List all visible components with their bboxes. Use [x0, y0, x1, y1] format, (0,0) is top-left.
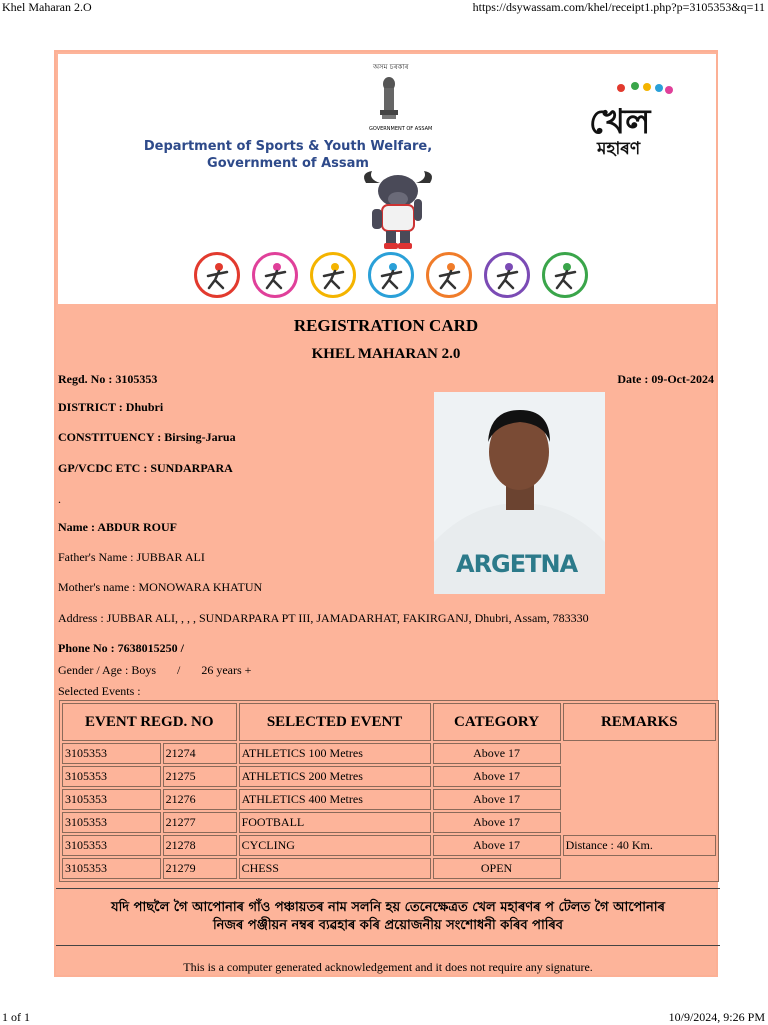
dot-separator: .	[58, 492, 61, 506]
table-row	[62, 743, 716, 764]
sport-icons-row	[194, 252, 604, 304]
browser-url[interactable]: https://dsywassam.com/khel/receipt1.php?p=3105353&q=11	[472, 0, 765, 14]
cell-player-regd: 3105353	[62, 766, 161, 787]
cell-remarks	[563, 812, 716, 833]
cell-event: ATHLETICS 100 Metres	[239, 743, 431, 764]
card-title: REGISTRATION CARD	[293, 316, 479, 335]
wrestling-icon	[368, 252, 414, 298]
header-selected-event: SELECTED EVENT	[239, 703, 431, 741]
acknowledgement-note: This is a computer generated acknowledgement and it does not require any signature.	[183, 960, 593, 974]
cell-category: Above 17	[433, 835, 561, 856]
registration-card	[54, 50, 718, 977]
cell-event-regd: 21274	[163, 743, 237, 764]
registration-date: Date : 09-Oct-2024	[617, 372, 714, 386]
buffalo-mascot-icon	[358, 169, 438, 251]
cell-remarks: Distance : 40 Km.	[563, 835, 716, 856]
national-emblem-icon	[377, 74, 401, 124]
cell-event-regd: 21277	[163, 812, 237, 833]
header-remarks: REMARKS	[563, 703, 716, 741]
weightlifting-icon	[310, 252, 356, 298]
cell-category: OPEN	[433, 858, 561, 879]
football-icon	[542, 252, 588, 298]
table-row	[62, 858, 716, 879]
cell-player-regd: 3105353	[62, 812, 161, 833]
events-table	[59, 700, 719, 882]
cell-remarks	[563, 858, 716, 879]
selected-events-label: Selected Events :	[58, 684, 141, 698]
gender-age: Gender / Age : Boys / 26 years +	[58, 663, 252, 677]
header-banner	[58, 54, 716, 304]
constituency: CONSTITUENCY : Birsing-Jarua	[58, 430, 236, 444]
cell-event: ATHLETICS 200 Metres	[239, 766, 431, 787]
cell-category: Above 17	[433, 766, 561, 787]
cell-event-regd: 21276	[163, 789, 237, 810]
cell-player-regd: 3105353	[62, 789, 161, 810]
government-of-assam-small: GOVERNMENT OF ASSAM	[369, 126, 433, 132]
cell-player-regd: 3105353	[62, 743, 161, 764]
district: DISTRICT : Dhubri	[58, 400, 164, 414]
cell-remarks	[563, 789, 716, 810]
cell-category: Above 17	[433, 743, 561, 764]
department-name: Department of Sports & Youth Welfare, Government of Assam	[143, 139, 433, 171]
table-row	[62, 766, 716, 787]
cell-player-regd: 3105353	[62, 835, 161, 856]
cell-player-regd: 3105353	[62, 858, 161, 879]
browser-page-title: Khel Maharan 2.O	[2, 0, 92, 14]
cell-event: CHESS	[239, 858, 431, 879]
regd-no: Regd. No : 3105353	[58, 372, 158, 386]
card-subtitle: KHEL MAHARAN 2.0	[311, 346, 461, 362]
shirt-text: ARGETNA	[456, 550, 578, 578]
logo-dots-icon	[583, 80, 683, 100]
runner-icon	[194, 252, 240, 298]
assamese-notice: যদি পাছলৈ গৈ আপোনাৰ গাঁও পঞ্চায়তৰ নাম সলনি হয় তেনেক্ষেত্ৰত খেল মহাৰণৰ প টেলত গৈ আপোনাৰ নিজৰ পঞ্জীয়ন নম্বৰ ব্যৱহাৰ কৰি প্ৰয়োজনীয় সংশোধনী কৰিব পাৰিব	[56, 888, 720, 946]
father-name: Father's Name : JUBBAR ALI	[58, 550, 205, 564]
table-row	[62, 835, 716, 856]
cell-event: CYCLING	[239, 835, 431, 856]
cycling-icon	[484, 252, 530, 298]
kabaddi-icon	[426, 252, 472, 298]
table-row	[62, 789, 716, 810]
logo-khel-text: খেল	[589, 102, 651, 142]
address: Address : JUBBAR ALI, , , , SUNDARPARA PT III, JAMADARHAT, FAKIRGANJ, Dhubri, Assam, 783330	[58, 611, 589, 625]
printed-at: 10/9/2024, 9:26 PM	[668, 1010, 765, 1024]
applicant-name: Name : ABDUR ROUF	[58, 520, 177, 534]
table-row	[62, 812, 716, 833]
cell-category: Above 17	[433, 789, 561, 810]
page-count: 1 of 1	[2, 1010, 30, 1024]
khel-maharan-logo	[583, 80, 683, 159]
gp-vcdc: GP/VCDC ETC : SUNDARPARA	[58, 461, 233, 475]
cell-event-regd: 21275	[163, 766, 237, 787]
header-category: CATEGORY	[433, 703, 561, 741]
cell-remarks	[563, 743, 716, 764]
header-event-regd-no: EVENT REGD. NO	[62, 703, 237, 741]
applicant-photo	[434, 392, 605, 594]
cell-event: ATHLETICS 400 Metres	[239, 789, 431, 810]
cell-remarks	[563, 766, 716, 787]
logo-maharan-text: মহাৰণ	[597, 139, 641, 159]
cell-event-regd: 21279	[163, 858, 237, 879]
volleyball-icon	[252, 252, 298, 298]
assam-sarkar-text: অসম চৰকাৰ	[373, 63, 409, 71]
cell-event: FOOTBALL	[239, 812, 431, 833]
cell-event-regd: 21278	[163, 835, 237, 856]
mother-name: Mother's name : MONOWARA KHATUN	[58, 580, 263, 594]
phone-no: Phone No : 7638015250 /	[58, 641, 184, 655]
cell-category: Above 17	[433, 812, 561, 833]
